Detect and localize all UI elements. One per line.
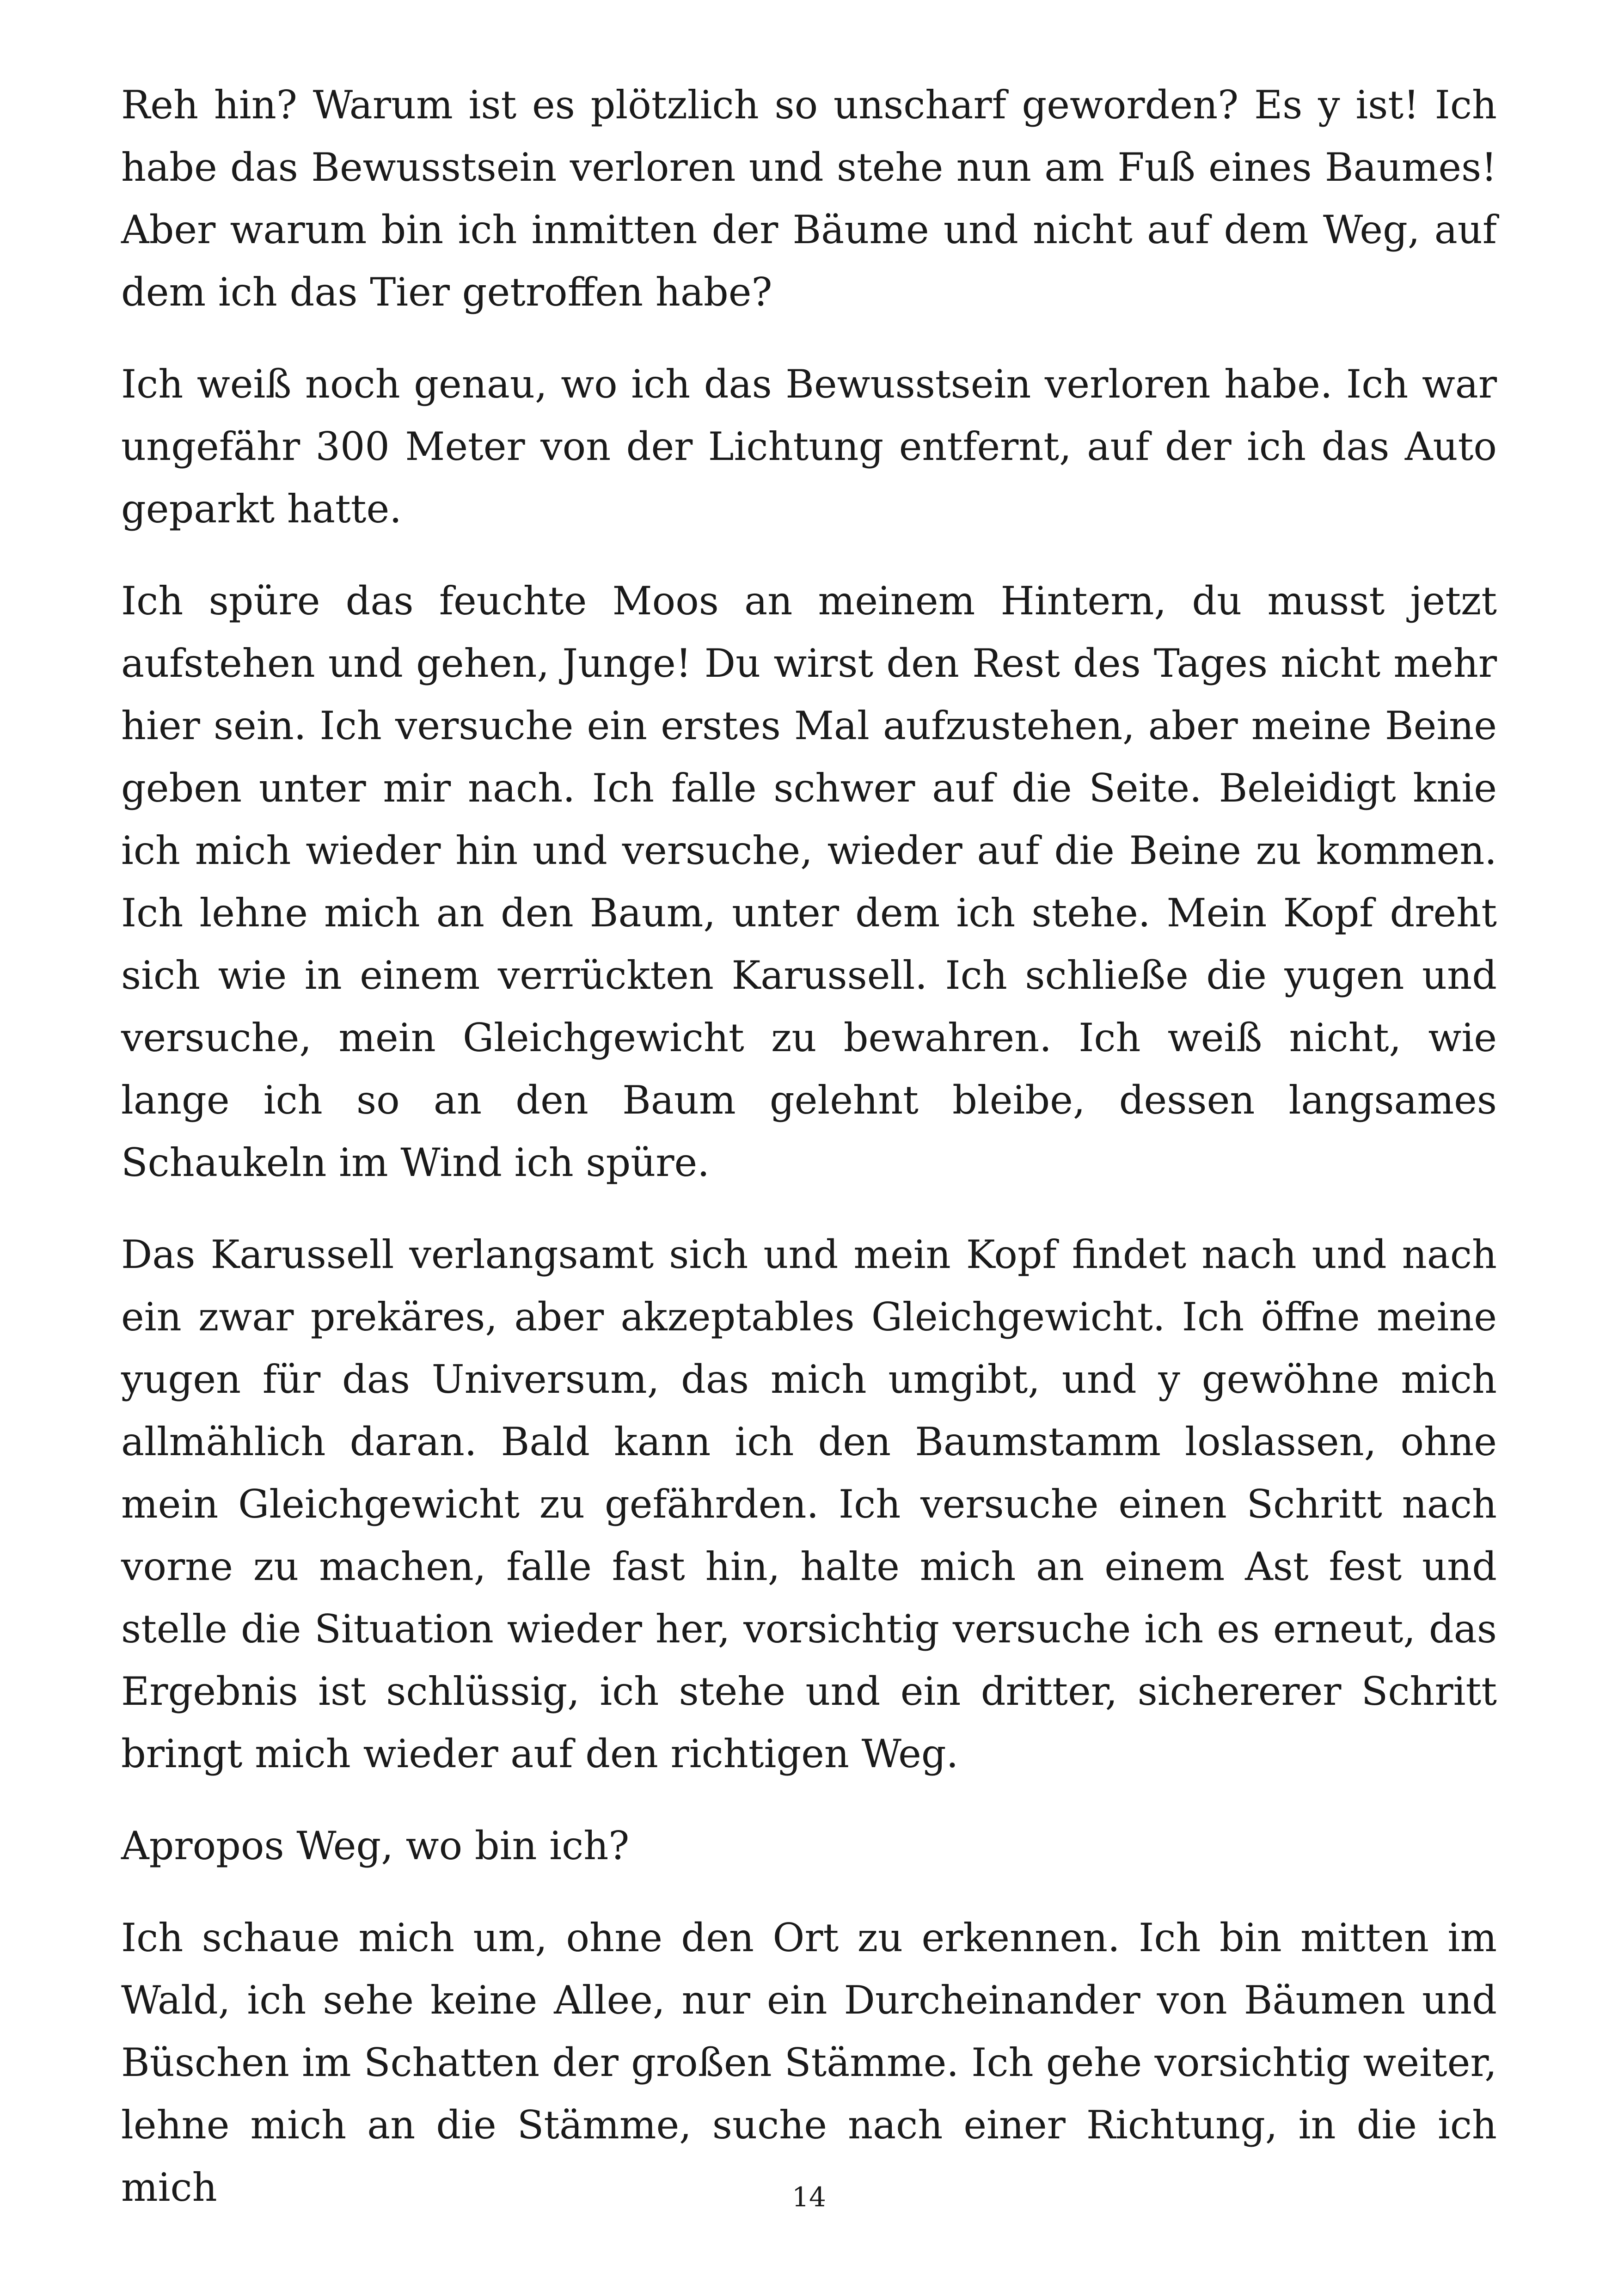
paragraph-2: Ich weiß noch genau, wo ich das Bewusstsein verloren habe. Ich war ungefähr 300 Meter von der Lichtung entfernt, auf der ich das Auto geparkt hatte.	[121, 361, 1497, 532]
paragraph-5: Apropos Weg, wo bin ich?	[121, 1823, 630, 1868]
paragraph-6: Ich schaue mich um, ohne den Ort zu erkennen. Ich bin mitten im Wald, ich sehe keine Allee, nur ein Durcheinander von Bäumen und Büschen im Schatten der großen Stämme. Ich gehe vorsichtig weiter, lehne mich an die Stämme, suche nach einer Richtung, in die ich mich	[121, 1915, 1497, 2210]
paragraph-3: Ich spüre das feuchte Moos an meinem Hintern, du musst jetzt aufstehen und gehen, Junge! Du wirst den Rest des Tages nicht mehr hier sein. Ich versuche ein erstes Mal aufzustehen, aber meine Beine geben unter mir nach. Ich falle schwer auf die Seite. Beleidigt knie ich mich wieder hin und versuche, wieder auf die Beine zu kommen. Ich lehne mich an den Baum, unter dem ich stehe. Mein Kopf dreht sich wie in einem verrückten Karussell. Ich schließe die yugen und versuche, mein Gleichgewicht zu bewahren. Ich weiß nicht, wie lange ich so an den Baum gelehnt bleibe, dessen langsames Schaukeln im Wind ich spüre.	[121, 578, 1497, 1185]
paragraph-4: Das Karussell verlangsamt sich und mein Kopf findet nach und nach ein zwar prekäres, aber akzeptables Gleichgewicht. Ich öffne meine yugen für das Universum, das mich umgibt, und y gewöhne mich allmählich daran. Bald kann ich den Baumstamm loslassen, ohne mein Gleichgewicht zu gefährden. Ich versuche einen Schritt nach vorne zu machen, falle fast hin, halte mich an einem Ast fest und stelle die Situation wieder her, vorsichtig versuche ich es erneut, das Ergebnis ist schlüssig, ich stehe und ein dritter, sichererer Schritt bringt mich wieder auf den richtigen Weg.	[121, 1232, 1497, 1776]
body-text	[121, 74, 1497, 2248]
paragraph-1: Reh hin? Warum ist es plötzlich so unscharf geworden? Es y ist! Ich habe das Bewusstsein verloren und stehe nun am Fuß eines Baumes! Aber warum bin ich inmitten der Bäume und nicht auf dem Weg, auf dem ich das Tier getroffen habe?	[121, 82, 1497, 315]
page-number: 14	[792, 2181, 826, 2213]
